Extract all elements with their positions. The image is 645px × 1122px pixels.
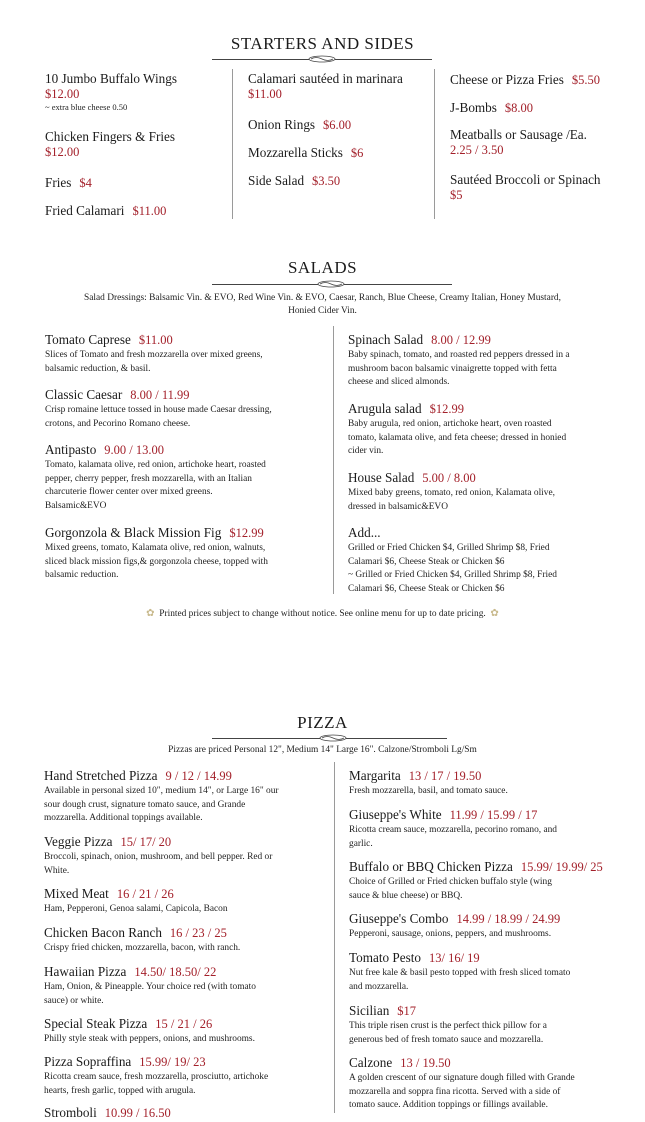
- item-desc: Calamari $6, Cheese Steak or Chicken $6: [348, 556, 505, 567]
- item-desc: charcuterie flower center over mixed greens.: [45, 487, 213, 497]
- item-name: Hawaiian Pizza: [44, 964, 127, 979]
- item-name: Chicken Fingers & Fries: [45, 129, 176, 144]
- item-name: Onion Rings: [248, 117, 316, 132]
- starters-divider-1: [232, 69, 233, 219]
- item-name: Pizza Sopraffina: [44, 1054, 132, 1069]
- ornament-icon: [316, 280, 346, 288]
- item-name: Fries: [45, 175, 72, 190]
- starter-item: [248, 144, 363, 162]
- item-name: 10 Jumbo Buffalo Wings: [45, 71, 177, 86]
- item-desc: and mozzarella.: [349, 981, 409, 992]
- item-desc: crotons, and Pecorino Romano cheese.: [45, 418, 191, 429]
- pizza-item: [349, 949, 634, 994]
- item-name: Calzone: [349, 1055, 393, 1070]
- salad-item: [348, 524, 633, 596]
- item-desc: mozzarella and soppra fina ricotta. Served with a side of: [349, 1086, 561, 1097]
- item-name: Hand Stretched Pizza: [44, 768, 158, 783]
- item-desc: balsamic reduction, & basil.: [45, 363, 151, 374]
- salad-item: [45, 386, 325, 431]
- item-price: $12.99: [229, 526, 264, 540]
- item-price: 5.00 / 8.00: [422, 471, 476, 485]
- pizza-item: [349, 806, 634, 851]
- item-price: $6: [350, 146, 364, 160]
- item-desc: Crispy fried chicken, mozzarella, bacon, with ranch.: [44, 943, 241, 953]
- item-name: Chicken Bacon Ranch: [44, 925, 162, 940]
- item-price: $11.00: [132, 204, 167, 218]
- pizza-item: [349, 1002, 634, 1047]
- item-price: 10.99 / 16.50: [104, 1106, 171, 1120]
- item-name: Fried Calamari: [45, 203, 125, 218]
- pizza-divider: [334, 762, 335, 1113]
- item-price: $4: [79, 176, 92, 190]
- item-desc: Ricotta cream sauce, fresh mozzarella, prosciutto, artichoke: [44, 1072, 269, 1082]
- item-desc: Crisp romaine lettuce tossed in house made Caesar dressing,: [45, 405, 272, 415]
- item-name: Gorgonzola & Black Mission Fig: [45, 525, 222, 540]
- item-price: $5.50: [571, 73, 601, 87]
- item-desc: generous bed of fresh tomato sauce and mozzarella.: [349, 1034, 544, 1045]
- item-price: 15/ 17/ 20: [120, 835, 172, 849]
- item-desc: garlic.: [349, 838, 373, 849]
- item-name: J-Bombs: [450, 100, 497, 115]
- item-name: House Salad: [348, 470, 415, 485]
- item-price: 8.00 / 12.99: [431, 333, 491, 347]
- salad-item: [348, 400, 633, 459]
- flower-icon: ✿: [146, 608, 155, 619]
- item-price: $17: [397, 1004, 417, 1018]
- item-desc: Tomato, kalamata olive, red onion, artichoke heart, roasted: [45, 460, 266, 470]
- starter-item: [248, 172, 340, 190]
- pizza-item: [44, 1053, 329, 1098]
- item-name: Spinach Salad: [348, 332, 424, 347]
- item-price: $12.99: [429, 402, 464, 416]
- item-price: 14.99 / 18.99 / 24.99: [456, 912, 561, 926]
- item-name: Giuseppe's Combo: [349, 911, 449, 926]
- salad-item: [348, 331, 633, 390]
- starter-item: [45, 129, 175, 160]
- item-desc: ~ Grilled or Fried Chicken $4, Grilled Shrimp $8, Fried: [348, 570, 557, 580]
- starters-divider-2: [434, 69, 435, 219]
- starter-item: [450, 172, 601, 203]
- item-name: Meatballs or Sausage /Ea.: [450, 127, 587, 142]
- salad-dressings-line2: Honied Cider Vin.: [288, 306, 357, 316]
- item-price: 11.99 / 15.99 / 17: [449, 808, 538, 822]
- item-price: 15.99/ 19.99/ 25: [520, 860, 603, 874]
- item-price: $8.00: [504, 101, 534, 115]
- item-name: Special Steak Pizza: [44, 1016, 148, 1031]
- salad-dressings-line1: Salad Dressings: Balsamic Vin. & EVO, Red Wine Vin. & EVO, Caesar, Ranch, Blue Cheese, Creamy Italian, Honey Mustard,: [84, 293, 561, 303]
- item-name: Add...: [348, 525, 381, 540]
- starter-item: [248, 71, 403, 102]
- item-name: Stromboli: [44, 1105, 97, 1120]
- salads-title: SALADS: [287, 258, 358, 277]
- item-desc: cider vin.: [348, 446, 384, 456]
- item-desc: pepper, cherry pepper, fresh mozzarella, with an Italian: [45, 473, 252, 484]
- item-price: $5: [450, 188, 463, 202]
- pizza-item: [349, 910, 634, 942]
- pizza-item: [44, 833, 329, 878]
- salads-divider: [333, 326, 334, 594]
- item-price: 9 / 12 / 14.99: [165, 769, 232, 783]
- salad-item: [45, 524, 325, 583]
- salad-item: [348, 469, 633, 514]
- pizza-item: [44, 767, 329, 826]
- item-desc: Baby spinach, tomato, and roasted red peppers dressed in a: [348, 350, 570, 360]
- item-desc: tomato sauce. Addition toppings or fillings available.: [349, 1100, 548, 1110]
- starter-item: [248, 116, 351, 134]
- item-desc: Ham, Onion, & Pineapple. Your choice red (with tomato: [44, 982, 256, 992]
- item-name: Mozzarella Sticks: [248, 145, 343, 160]
- pizza-item: [44, 1104, 329, 1122]
- item-name: Calamari sautéed in marinara: [248, 71, 403, 86]
- item-price: 15 / 21 / 26: [155, 1017, 213, 1031]
- item-price: $11.00: [138, 333, 173, 347]
- item-name: Veggie Pizza: [44, 834, 113, 849]
- pizza-subtitle: Pizzas are priced Personal 12", Medium 14" Large 16". Calzone/Stromboli Lg/Sm: [168, 745, 477, 755]
- pizza-item: [44, 963, 329, 1008]
- item-price: 15.99/ 19/ 23: [139, 1055, 206, 1069]
- price-footnote: [0, 607, 645, 621]
- pizza-item: [44, 885, 329, 917]
- item-desc: A golden crescent of our signature dough filled with Grande: [349, 1073, 575, 1083]
- ornament-icon: [318, 734, 348, 742]
- item-desc: mushroom bacon balsamic vinaigrette topped with fetta: [348, 363, 557, 374]
- item-name: Cheese or Pizza Fries: [450, 72, 564, 87]
- item-name: Buffalo or BBQ Chicken Pizza: [349, 859, 513, 874]
- item-desc: sauce) or white.: [44, 995, 104, 1006]
- item-price: 13 / 19.50: [400, 1056, 451, 1070]
- item-desc: sour dough crust, signature tomato sauce, and Grande: [44, 799, 246, 810]
- item-desc: Pepperoni, sausage, onions, peppers, and mushrooms.: [349, 929, 552, 939]
- ornament-icon: [307, 55, 337, 63]
- item-desc: Ricotta cream sauce, mozzarella, pecorino romano, and: [349, 825, 557, 835]
- pizza-item: [349, 858, 634, 903]
- item-desc: mozzarella. Additional toppings available.: [44, 813, 203, 823]
- item-desc: cheese and sliced almonds.: [348, 377, 450, 387]
- item-name: Mixed Meat: [44, 886, 109, 901]
- item-desc: Baby arugula, red onion, artichoke heart, oven roasted: [348, 419, 552, 429]
- item-desc: White.: [44, 865, 70, 876]
- item-desc: Philly style steak with peppers, onions, and mushrooms.: [44, 1034, 255, 1044]
- item-desc: Fresh mozzarella, basil, and tomato sauce.: [349, 786, 508, 796]
- item-price: $12.00: [45, 87, 80, 101]
- item-desc: Nut free kale & basil pesto topped with fresh sliced tomato: [349, 968, 571, 978]
- starter-item: [45, 71, 177, 112]
- item-name: Classic Caesar: [45, 387, 123, 402]
- salad-item: [45, 331, 325, 376]
- item-price: 14.50/ 18.50/ 22: [134, 965, 217, 979]
- item-name: Sautéed Broccoli or Spinach: [450, 172, 601, 187]
- starter-item: [450, 127, 587, 158]
- item-desc: Broccoli, spinach, onion, mushroom, and bell pepper. Red or: [44, 852, 273, 862]
- flower-icon: ✿: [490, 608, 499, 619]
- pizza-item: [44, 1015, 329, 1047]
- item-price: 16 / 23 / 25: [169, 926, 227, 940]
- item-price: 8.00 / 11.99: [130, 388, 190, 402]
- starter-item: [45, 174, 92, 192]
- item-name: Sicilian: [349, 1003, 390, 1018]
- item-price: $3.50: [312, 174, 341, 188]
- item-desc: Ham, Pepperoni, Genoa salami, Capicola, Bacon: [44, 904, 228, 914]
- item-price: $11.00: [248, 87, 282, 101]
- item-price: 9.00 / 13.00: [104, 443, 165, 457]
- item-price: 2.25 / 3.50: [450, 143, 504, 157]
- starter-item: [450, 71, 600, 89]
- item-desc: Available in personal sized 10", medium 14", or Large 16" our: [44, 786, 279, 796]
- item-note: ~ extra blue cheese 0.50: [45, 102, 128, 112]
- item-price: 16 / 21 / 26: [116, 887, 174, 901]
- item-desc: sauce & blue cheese) or BBQ.: [349, 890, 463, 901]
- item-desc: sliced black mission figs,& gorgonzola cheese, topped with: [45, 556, 268, 567]
- item-desc: Grilled or Fried Chicken $4, Grilled Shrimp $8, Fried: [348, 543, 550, 553]
- item-name: Margarita: [349, 768, 401, 783]
- item-price: $6.00: [323, 118, 352, 132]
- item-name: Giuseppe's White: [349, 807, 442, 822]
- item-price: $12.00: [45, 145, 80, 159]
- item-name: Tomato Pesto: [349, 950, 421, 965]
- item-desc: Slices of Tomato and fresh mozzarella over mixed greens,: [45, 350, 263, 360]
- starters-title: STARTERS AND SIDES: [230, 34, 415, 53]
- item-desc: tomato, kalamata olive, and feta cheese; dressed in honied: [348, 432, 567, 443]
- item-desc: Balsamic&EVO: [45, 500, 107, 511]
- item-price: 13/ 16/ 19: [428, 951, 480, 965]
- pizza-item: [349, 767, 634, 799]
- pizza-title: PIZZA: [297, 713, 348, 732]
- starter-item: [45, 202, 166, 220]
- item-desc: This triple risen crust is the perfect thick pillow for a: [349, 1021, 547, 1031]
- item-desc: dressed in balsamic&EVO: [348, 501, 448, 512]
- item-desc: Choice of Grilled or Fried chicken buffalo style (wing: [349, 877, 552, 887]
- pizza-item: [349, 1054, 634, 1113]
- item-name: Antipasto: [45, 442, 97, 457]
- salad-item: [45, 441, 325, 513]
- starter-item: [450, 99, 533, 117]
- item-desc: hearts, fresh garlic, topped with arugula.: [44, 1085, 196, 1096]
- item-desc: balsamic reduction.: [45, 570, 119, 580]
- item-desc: Mixed baby greens, tomato, red onion, Kalamata olive,: [348, 488, 555, 498]
- footnote-text: Printed prices subject to change without notice. See online menu for up to date pricing.: [159, 609, 486, 619]
- item-name: Side Salad: [248, 173, 305, 188]
- item-name: Tomato Caprese: [45, 332, 131, 347]
- item-desc: Mixed greens, tomato, Kalamata olive, red onion, walnuts,: [45, 543, 266, 553]
- item-desc: Calamari $6, Cheese Steak or Chicken $6: [348, 583, 505, 594]
- item-name: Arugula salad: [348, 401, 422, 416]
- item-price: 13 / 17 / 19.50: [408, 769, 482, 783]
- pizza-item: [44, 924, 329, 956]
